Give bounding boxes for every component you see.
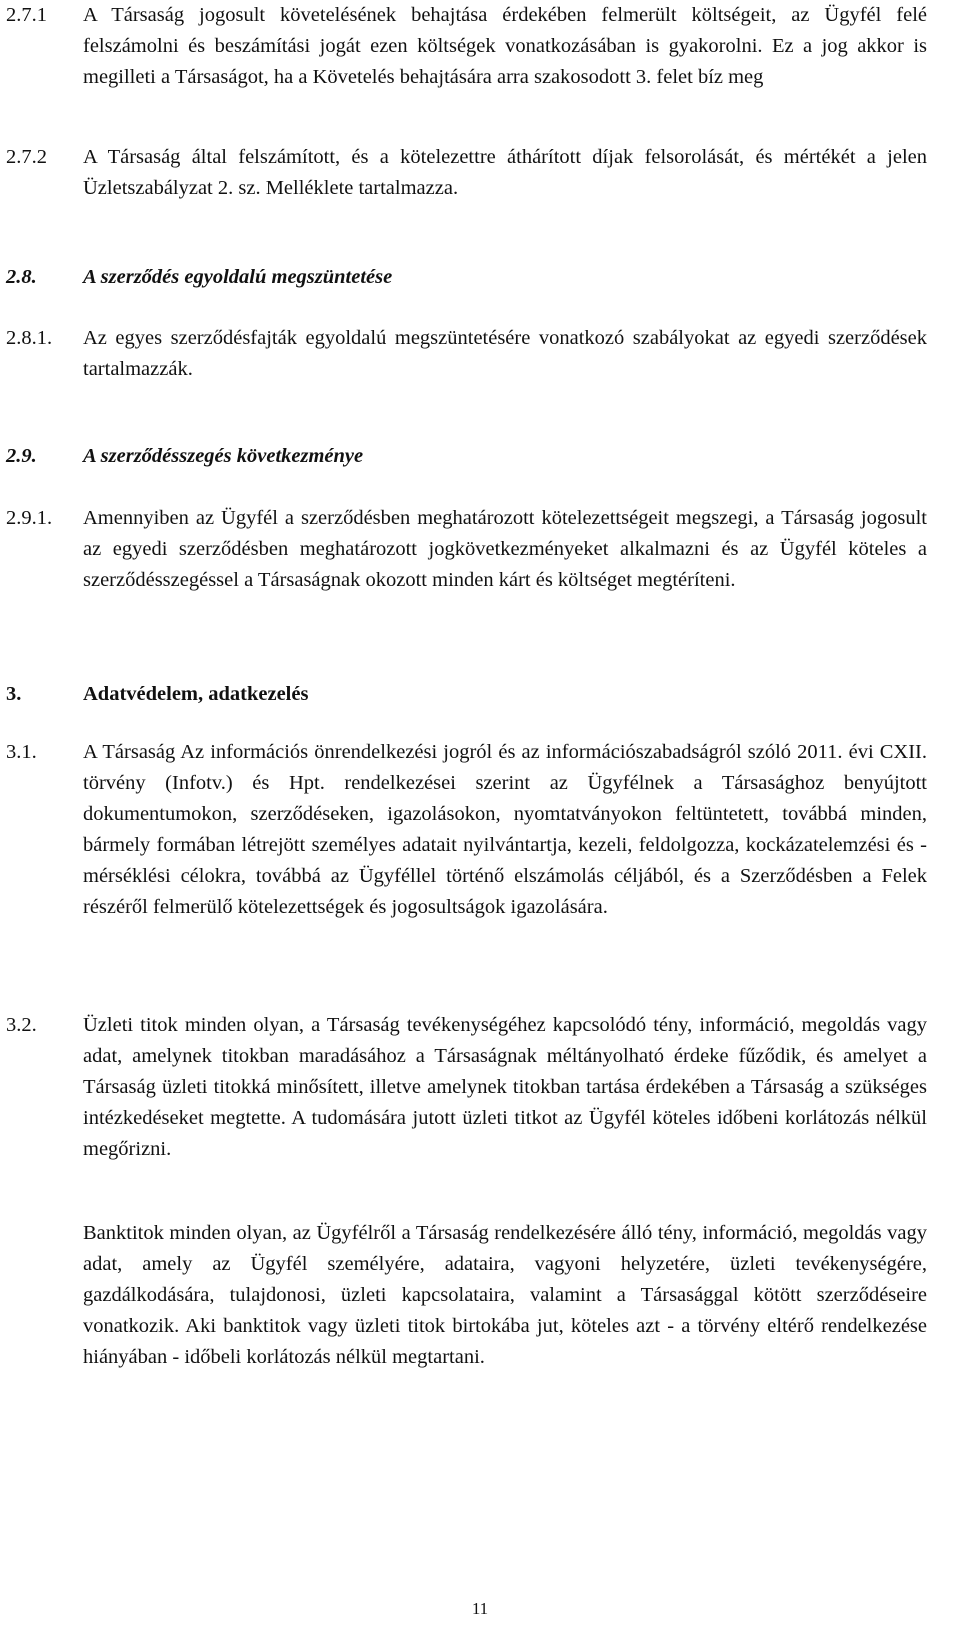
section-text: A Társaság által felszámított, és a kötelezettre áthárított díjak felsorolását, és mértékét a jelen Üzletszabályzat 2. sz. Melléklete tartalmazza. (83, 146, 927, 199)
section-number: 2.8.1. (6, 327, 53, 349)
section-number: 2.7.1 (6, 4, 47, 26)
section-text: Amennyiben az Ügyfél a szerződésben meghatározott kötelezettségeit megszegi, a Társaság jogosult az egyedi szerződésben meghatározott jogkövetkezményeket alkalmazni és az Ügyfél köteles a szerződésszegéssel a Társaságnak okozott minden kárt és költséget megtéríteni. (83, 507, 927, 591)
heading-number: 2.8. (6, 266, 37, 288)
section-text: A Társaság jogosult követelésének behajtása érdekében felmerült költségeit, az Ügyfél felé felszámolni és beszámítási jogát ezen költségek vonatkozásában is gyakorolni. Ez a jog akkor is megilleti a Társaságot, ha a Követelés behajtására arra szakosodott 3. felet bíz meg (83, 4, 927, 88)
section-number: 2.9.1. (6, 507, 53, 529)
section-text: Az egyes szerződésfajták egyoldalú megszüntetésére vonatkozó szabályokat az egyedi szerződések tartalmazzák. (83, 327, 927, 380)
heading-title: Adatvédelem, adatkezelés (83, 683, 309, 705)
page-number: 11 (471, 1599, 489, 1618)
section-text: Banktitok minden olyan, az Ügyfélről a Társaság rendelkezésére álló tény, információ, megoldás vagy adat, amely az Ügyfél személyére, adataira, vagyoni helyzetére, üzleti tevékenységére, gazdálkodására, tulajdonosi, üzleti kapcsolataira, valamint a Társasággal kötött szerződéseire vonatkozik. Aki banktitok vagy üzleti titok birtokába jut, köteles azt - a törvény eltérő rendelkezése hiányában - időbeli korlátozás nélkül megtartani. (83, 1222, 927, 1368)
heading-number: 2.9. (6, 445, 37, 467)
section-text: A Társaság Az információs önrendelkezési jogról és az információszabadságról szóló 2011. évi CXII. törvény (Infotv.) és Hpt. rendelkezései szerint az Ügyfélnek a Társasághoz benyújtott dokumentumokon, szerződéseken, igazolásokon, nyomtatványokon feltüntetett, továbbá minden, bármely formában létrejött személyes adatait nyilvántartja, kezeli, feldolgozza, kockázatelemzési és -mérséklési célokra, továbbá az Ügyféllel történő elszámolás céljából, és a Szerződésben a Felek részéről felmerülő kötelezettségek és jogosultságok igazolására. (83, 741, 927, 918)
heading-title: A szerződésszegés következménye (83, 445, 364, 467)
heading-title: A szerződés egyoldalú megszüntetése (83, 266, 393, 288)
section-text: Üzleti titok minden olyan, a Társaság tevékenységéhez kapcsolódó tény, információ, megoldás vagy adat, amelynek titokban maradásához a Társaságnak méltányolható érdeke fűződik, és amelyet a Társaság üzleti titokká minősített, illetve amelynek titokban tartása érdekében a Társaság a szükséges intézkedéseket megtette. A tudomására jutott üzleti titkot az Ügyfél köteles időbeni korlátozás nélkül megőrizni. (83, 1014, 927, 1160)
section-number: 3.2. (6, 1014, 37, 1036)
section-number: 3.1. (6, 741, 37, 763)
section-number: 2.7.2 (6, 146, 47, 168)
heading-number: 3. (6, 683, 22, 705)
